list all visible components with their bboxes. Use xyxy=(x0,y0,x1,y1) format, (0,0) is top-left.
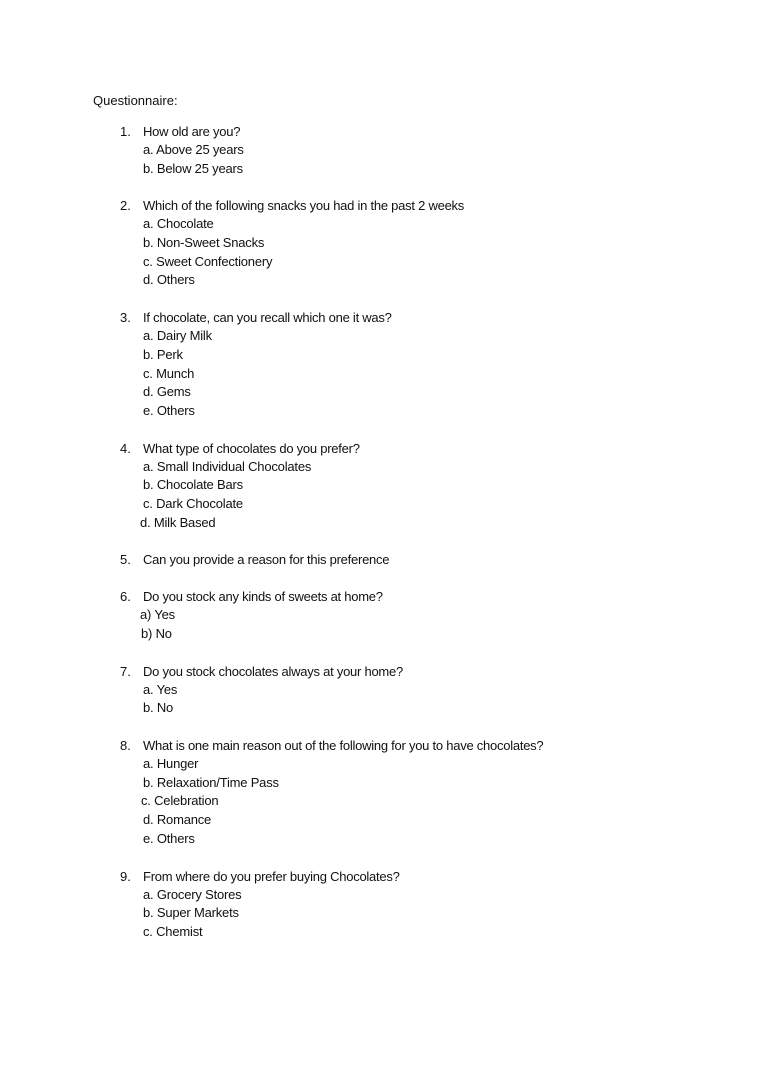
option-item: a. Dairy Milk xyxy=(143,328,212,344)
question-1 xyxy=(0,122,768,178)
question-8 xyxy=(0,736,768,848)
option-item: c. Chemist xyxy=(143,923,203,939)
question-text: Which of the following snacks you had in the past 2 weeks xyxy=(143,198,465,214)
question-text: What type of chocolates do you prefer? xyxy=(143,440,360,456)
option-item: b. Non-Sweet Snacks xyxy=(143,235,265,251)
question-number: 8. xyxy=(120,738,131,754)
question-header xyxy=(0,122,768,141)
document-title: Questionnaire: xyxy=(93,93,178,108)
option-item: b. Perk xyxy=(143,346,183,362)
question-header xyxy=(0,550,768,569)
question-text: Do you stock any kinds of sweets at home? xyxy=(143,589,383,605)
option-item: c. Celebration xyxy=(141,793,219,809)
question-text: From where do you prefer buying Chocolates? xyxy=(143,868,400,884)
option-list xyxy=(0,141,768,178)
option-list xyxy=(0,458,768,533)
question-number: 4. xyxy=(120,440,131,456)
option-item: b) No xyxy=(141,626,172,641)
question-4 xyxy=(0,439,768,533)
question-9 xyxy=(0,867,768,942)
question-number: 1. xyxy=(120,124,131,139)
question-5 xyxy=(0,550,768,569)
question-text: What is one main reason out of the following for you to have chocolates? xyxy=(143,738,544,754)
option-item: a. Above 25 years xyxy=(143,142,244,157)
option-list xyxy=(0,215,768,290)
option-item: c. Munch xyxy=(143,365,195,381)
option-item: a. Grocery Stores xyxy=(143,886,242,902)
question-7 xyxy=(0,662,768,718)
question-text: Do you stock chocolates always at your home? xyxy=(143,663,403,679)
option-item: b. Super Markets xyxy=(143,905,239,921)
option-item: a. Small Individual Chocolates xyxy=(143,458,312,474)
question-header xyxy=(0,662,768,681)
option-item: a. Chocolate xyxy=(143,216,214,232)
question-text: How old are you? xyxy=(143,124,241,139)
option-item: b. Below 25 years xyxy=(143,160,243,176)
option-item: a. Yes xyxy=(143,681,178,697)
option-item: d. Gems xyxy=(143,384,191,400)
question-2 xyxy=(0,196,768,290)
option-item: a. Hunger xyxy=(143,756,199,772)
option-item: b. No xyxy=(143,700,174,716)
question-header xyxy=(0,867,768,886)
question-number: 3. xyxy=(120,310,131,326)
question-number: 2. xyxy=(120,198,131,214)
option-item: b. Chocolate Bars xyxy=(143,477,243,493)
question-header xyxy=(0,439,768,458)
question-list xyxy=(0,122,768,960)
question-number: 6. xyxy=(120,589,131,605)
question-number: 7. xyxy=(120,663,131,679)
option-item: e. Others xyxy=(143,830,195,846)
option-list xyxy=(0,681,768,718)
question-number: 5. xyxy=(120,552,131,568)
option-item: c. Sweet Confectionery xyxy=(143,253,273,269)
option-item: b. Relaxation/Time Pass xyxy=(143,774,279,790)
option-list xyxy=(0,755,768,848)
option-item: a) Yes xyxy=(140,607,175,623)
option-list xyxy=(0,886,768,942)
option-item: e. Others xyxy=(143,402,195,418)
question-6 xyxy=(0,587,768,643)
question-header xyxy=(0,587,768,606)
question-3 xyxy=(0,308,768,420)
option-list xyxy=(0,327,768,420)
question-header xyxy=(0,736,768,755)
question-text: Can you provide a reason for this preference xyxy=(143,552,390,568)
option-item: c. Dark Chocolate xyxy=(143,495,243,511)
question-header xyxy=(0,308,768,327)
option-item: d. Milk Based xyxy=(140,514,216,530)
option-item: d. Others xyxy=(143,272,195,288)
question-text: If chocolate, can you recall which one it was? xyxy=(143,310,392,326)
question-number: 9. xyxy=(120,868,131,884)
option-list xyxy=(0,606,768,643)
option-item: d. Romance xyxy=(143,812,212,828)
question-header xyxy=(0,196,768,215)
